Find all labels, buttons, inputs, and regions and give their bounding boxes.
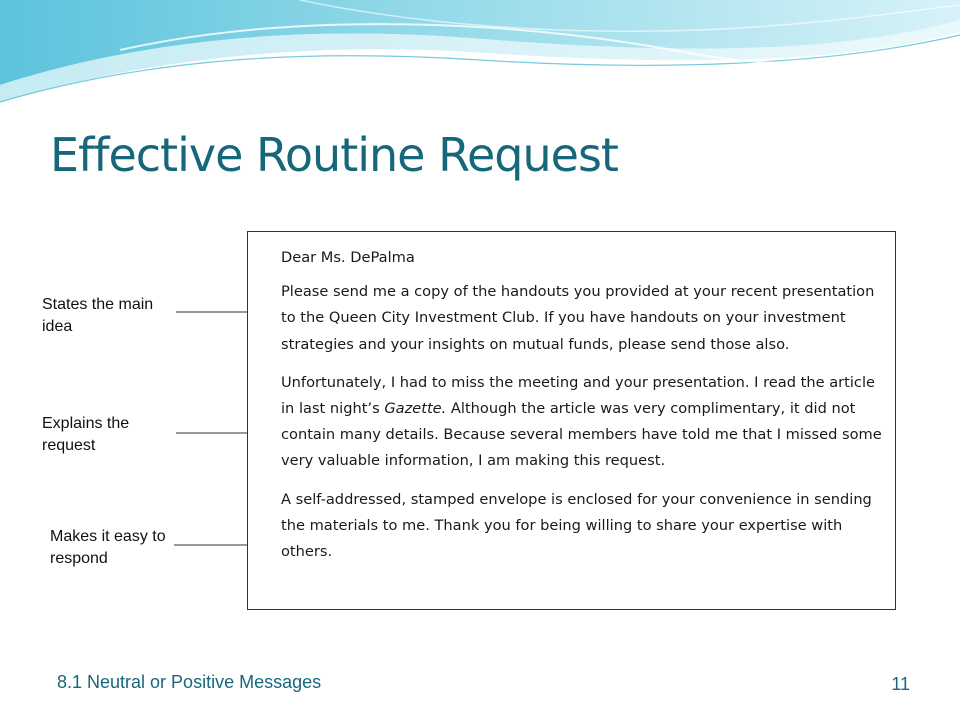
newspaper-name: Gazette. [384,400,447,418]
letter-salutation: Dear Ms. DePalma [281,249,415,266]
letter-paragraph-main-idea: Please send me a copy of the handouts you provided at your recent presentation to the Queen City Investment Club. If you have handouts on your investment strategies and your insights on mutual funds, please send those also. [281,283,875,353]
annotation-easy-to-respond: Makes it easy to respond [50,528,166,567]
slide-title: Effective Routine Request [50,128,618,182]
example-letter [247,231,896,610]
slide-footer: 8.1 Neutral or Positive Messages [57,672,322,692]
letter-paragraph-2-rest: Although the article was very complimentary, it did not contain many details. Because several members have told me that I missed some very valuable information, I am making this request. [281,400,882,470]
annotation-explains-request: Explains the request [42,415,130,454]
annotation-main-idea: States the main idea [42,296,154,335]
header-wave-decoration [0,0,960,120]
letter-paragraph-2-text: Unfortunately, I had to miss the meeting and your presentation. I read the article in last night’s [281,373,875,418]
page-number: 11 [891,674,910,694]
letter-paragraph-closing: A self-addressed, stamped envelope is enclosed for your convenience in sending the materials to me. Thank you for being willing to share your expertise with others. [281,490,872,561]
letter-paragraph-explanation [281,370,883,475]
